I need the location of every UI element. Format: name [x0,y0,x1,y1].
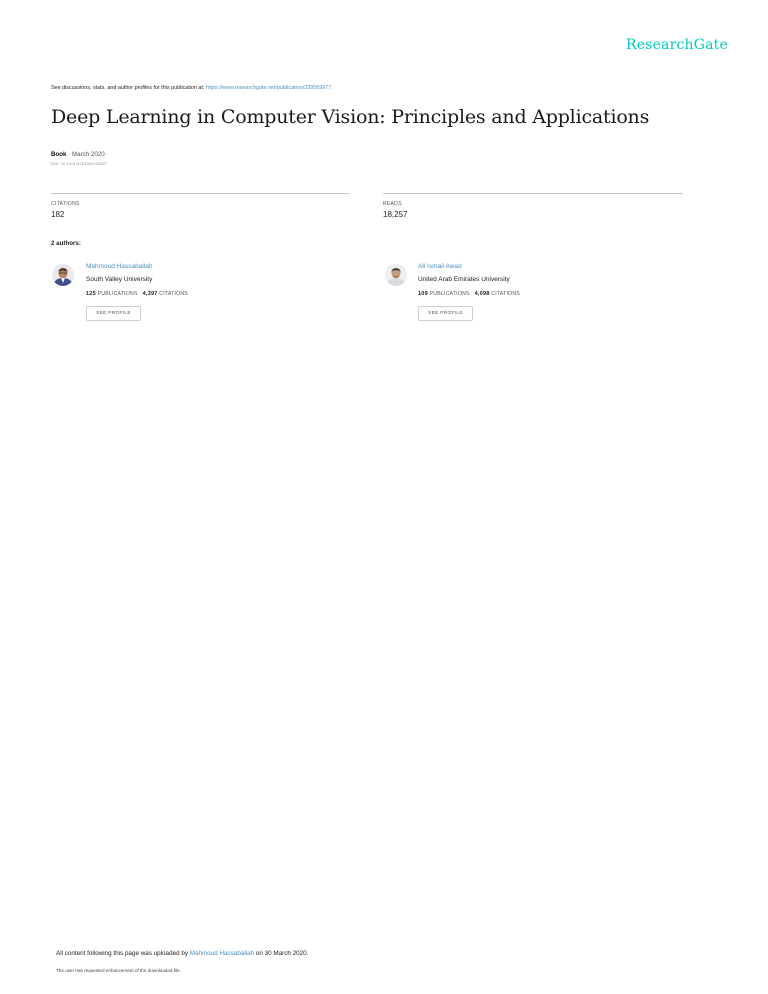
uploader-link[interactable]: Mahmoud Hassaballah [189,950,255,957]
upload-note [56,950,308,957]
author-name-link[interactable]: Mahmoud Hassaballah [86,263,153,270]
author-photo-icon [385,264,407,286]
author-photo-icon [52,264,74,286]
meta-separator: · [68,151,71,158]
author-publications-count: 109 [418,291,428,297]
intro-line [51,85,331,91]
publication-type: Book [51,151,67,158]
upload-suffix: on 30 March 2020. [255,950,309,957]
author-citations-label: CITATIONS [491,291,520,297]
intro-text: See discussions, stats, and author profiles for this publication at: [51,85,205,91]
publication-meta [51,151,105,158]
author-institution: South Valley University [86,276,153,283]
author-stats [418,291,520,297]
citations-divider [51,193,350,194]
authors-heading: 2 authors: [51,240,81,247]
author-publications-label: PUBLICATIONS [429,291,470,297]
author-institution: United Arab Emirates University [418,276,510,283]
reads-value: 18,257 [383,210,408,219]
reads-divider [383,193,683,194]
reads-label: READS [383,201,402,207]
author-citations-count: 4,397 [142,291,158,297]
author-avatar[interactable] [52,264,74,286]
citations-label: CITATIONS [51,201,80,207]
researchgate-logo[interactable]: ResearchGate [625,37,728,53]
publication-date: March 2020 [72,151,105,158]
author-name-link[interactable]: Ali Ismail Awad [418,263,462,270]
upload-prefix: All content following this page was uploaded by [56,950,188,957]
author-publications-label: PUBLICATIONS [97,291,138,297]
see-profile-button[interactable]: SEE PROFILE [86,306,141,321]
publication-title: Deep Learning in Computer Vision: Principles and Applications [51,106,650,128]
author-citations-count: 4,098 [474,291,490,297]
publication-link[interactable]: https://www.researchgate.net/publication/339569977 [205,85,332,91]
citations-value: 182 [51,210,65,219]
enhancement-note: The user has requested enhancement of the downloaded file. [56,968,181,973]
see-profile-button[interactable]: SEE PROFILE [418,306,473,321]
publication-doi: DOI: 10.1201/9781351003827 [51,162,108,166]
author-publications-count: 125 [86,291,96,297]
author-citations-label: CITATIONS [159,291,188,297]
author-stats [86,291,188,297]
author-avatar[interactable] [385,264,407,286]
